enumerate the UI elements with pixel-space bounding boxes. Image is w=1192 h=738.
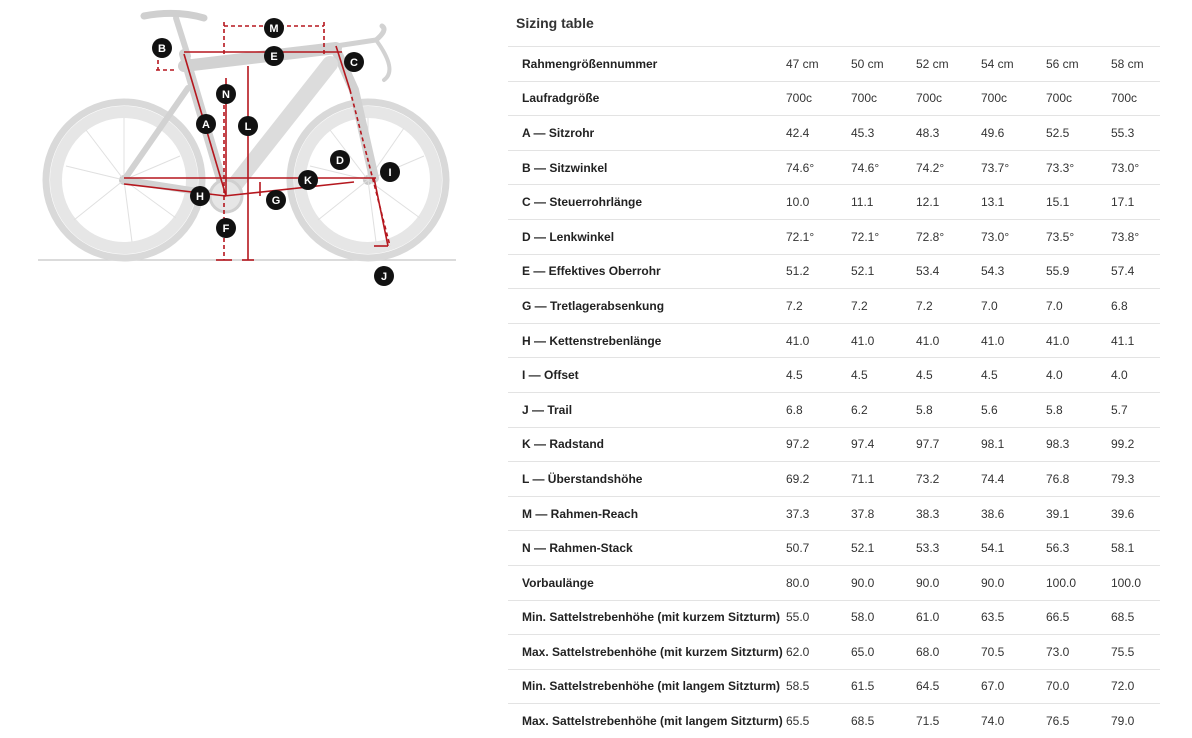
table-cell: 65.5 xyxy=(786,704,851,738)
row-label: Laufradgröße xyxy=(508,81,786,116)
table-cell: 4.5 xyxy=(916,358,981,393)
table-cell: 74.2° xyxy=(916,150,981,185)
table-cell: 90.0 xyxy=(851,565,916,600)
table-cell: 37.8 xyxy=(851,496,916,531)
row-label: Rahmengrößennummer xyxy=(508,47,786,82)
row-label: Min. Sattelstrebenhöhe (mit langem Sitzturm) xyxy=(508,669,786,704)
table-cell: 48.3 xyxy=(916,116,981,151)
table-cell: 15.1 xyxy=(1046,185,1111,220)
badge-j xyxy=(374,266,394,286)
table-cell: 73.0° xyxy=(1111,150,1160,185)
table-cell: 76.8 xyxy=(1046,462,1111,497)
table-row xyxy=(508,219,1160,254)
table-cell: 98.3 xyxy=(1046,427,1111,462)
row-label: G — Tretlagerabsenkung xyxy=(508,289,786,324)
table-cell: 67.0 xyxy=(981,669,1046,704)
row-label: Max. Sattelstrebenhöhe (mit kurzem Sitzturm) xyxy=(508,635,786,670)
row-label: C — Steuerrohrlänge xyxy=(508,185,786,220)
table-cell: 11.1 xyxy=(851,185,916,220)
table-cell: 75.5 xyxy=(1111,635,1160,670)
table-cell: 99.2 xyxy=(1111,427,1160,462)
svg-text:B: B xyxy=(158,43,166,55)
table-cell: 80.0 xyxy=(786,565,851,600)
row-label: Min. Sattelstrebenhöhe (mit kurzem Sitzturm) xyxy=(508,600,786,635)
table-cell: 4.0 xyxy=(1046,358,1111,393)
table-cell: 72.0 xyxy=(1111,669,1160,704)
table-cell: 52.1 xyxy=(851,254,916,289)
table-cell: 4.0 xyxy=(1111,358,1160,393)
table-cell: 4.5 xyxy=(851,358,916,393)
table-cell: 56.3 xyxy=(1046,531,1111,566)
table-cell: 6.2 xyxy=(851,392,916,427)
badge-d xyxy=(330,150,350,170)
badge-k xyxy=(298,170,318,190)
table-row xyxy=(508,635,1160,670)
table-cell: 7.2 xyxy=(851,289,916,324)
badge-a xyxy=(196,114,216,134)
table-cell: 52.5 xyxy=(1046,116,1111,151)
table-cell: 61.0 xyxy=(916,600,981,635)
table-cell: 71.5 xyxy=(916,704,981,738)
table-row xyxy=(508,669,1160,704)
table-cell: 50 cm xyxy=(851,47,916,82)
table-row xyxy=(508,289,1160,324)
table-cell: 58.5 xyxy=(786,669,851,704)
table-cell: 53.4 xyxy=(916,254,981,289)
table-cell: 700c xyxy=(1111,81,1160,116)
table-cell: 72.1° xyxy=(786,219,851,254)
table-cell: 90.0 xyxy=(981,565,1046,600)
table-cell: 700c xyxy=(786,81,851,116)
table-cell: 69.2 xyxy=(786,462,851,497)
sizing-table xyxy=(508,46,1160,738)
table-cell: 74.6° xyxy=(851,150,916,185)
table-cell: 41.0 xyxy=(916,323,981,358)
table-cell: 55.0 xyxy=(786,600,851,635)
table-cell: 41.0 xyxy=(1046,323,1111,358)
table-cell: 74.0 xyxy=(981,704,1046,738)
table-cell: 17.1 xyxy=(1111,185,1160,220)
table-cell: 38.6 xyxy=(981,496,1046,531)
badge-g xyxy=(266,190,286,210)
table-cell: 7.0 xyxy=(1046,289,1111,324)
table-cell: 7.2 xyxy=(916,289,981,324)
table-cell: 73.2 xyxy=(916,462,981,497)
table-row xyxy=(508,392,1160,427)
table-cell: 68.5 xyxy=(1111,600,1160,635)
badge-h xyxy=(190,186,210,206)
table-cell: 700c xyxy=(1046,81,1111,116)
table-cell: 79.3 xyxy=(1111,462,1160,497)
table-cell: 4.5 xyxy=(981,358,1046,393)
table-cell: 73.8° xyxy=(1111,219,1160,254)
table-row xyxy=(508,358,1160,393)
table-cell: 79.0 xyxy=(1111,704,1160,738)
svg-text:N: N xyxy=(222,89,230,101)
table-cell: 52 cm xyxy=(916,47,981,82)
table-cell: 50.7 xyxy=(786,531,851,566)
table-cell: 74.6° xyxy=(786,150,851,185)
table-cell: 700c xyxy=(851,81,916,116)
table-cell: 65.0 xyxy=(851,635,916,670)
svg-text:H: H xyxy=(196,191,204,203)
table-cell: 73.0 xyxy=(1046,635,1111,670)
table-cell: 6.8 xyxy=(786,392,851,427)
badge-c xyxy=(344,52,364,72)
row-label: I — Offset xyxy=(508,358,786,393)
table-cell: 5.7 xyxy=(1111,392,1160,427)
badge-f xyxy=(216,218,236,238)
table-cell: 10.0 xyxy=(786,185,851,220)
svg-text:M: M xyxy=(269,23,278,35)
row-label: M — Rahmen-Reach xyxy=(508,496,786,531)
table-cell: 76.5 xyxy=(1046,704,1111,738)
badge-b xyxy=(152,38,172,58)
table-cell: 13.1 xyxy=(981,185,1046,220)
table-cell: 100.0 xyxy=(1046,565,1111,600)
table-cell: 58.1 xyxy=(1111,531,1160,566)
svg-text:J: J xyxy=(381,271,387,283)
table-cell: 55.3 xyxy=(1111,116,1160,151)
svg-text:D: D xyxy=(336,155,344,167)
row-label: K — Radstand xyxy=(508,427,786,462)
row-label: B — Sitzwinkel xyxy=(508,150,786,185)
badge-i xyxy=(380,162,400,182)
table-row xyxy=(508,47,1160,82)
table-cell: 12.1 xyxy=(916,185,981,220)
row-label: D — Lenkwinkel xyxy=(508,219,786,254)
table-cell: 70.0 xyxy=(1046,669,1111,704)
table-cell: 55.9 xyxy=(1046,254,1111,289)
row-label: Max. Sattelstrebenhöhe (mit langem Sitzturm) xyxy=(508,704,786,738)
sizing-table-body xyxy=(508,47,1160,738)
table-cell: 53.3 xyxy=(916,531,981,566)
table-cell: 66.5 xyxy=(1046,600,1111,635)
table-cell: 51.2 xyxy=(786,254,851,289)
table-cell: 7.0 xyxy=(981,289,1046,324)
table-cell: 71.1 xyxy=(851,462,916,497)
svg-text:K: K xyxy=(304,175,312,187)
table-cell: 100.0 xyxy=(1111,565,1160,600)
table-cell: 68.0 xyxy=(916,635,981,670)
badge-m xyxy=(264,18,284,38)
badge-n xyxy=(216,84,236,104)
table-cell: 7.2 xyxy=(786,289,851,324)
table-row xyxy=(508,704,1160,738)
table-cell: 98.1 xyxy=(981,427,1046,462)
row-label: N — Rahmen-Stack xyxy=(508,531,786,566)
table-cell: 47 cm xyxy=(786,47,851,82)
table-cell: 97.4 xyxy=(851,427,916,462)
section-title: Sizing table xyxy=(516,14,1160,46)
svg-text:A: A xyxy=(202,119,210,131)
table-cell: 90.0 xyxy=(916,565,981,600)
row-label: H — Kettenstrebenlänge xyxy=(508,323,786,358)
svg-text:I: I xyxy=(388,167,391,179)
table-row xyxy=(508,81,1160,116)
table-cell: 58 cm xyxy=(1111,47,1160,82)
table-row xyxy=(508,496,1160,531)
table-row xyxy=(508,323,1160,358)
table-cell: 41.0 xyxy=(851,323,916,358)
row-label: J — Trail xyxy=(508,392,786,427)
svg-text:L: L xyxy=(245,121,252,133)
table-cell: 64.5 xyxy=(916,669,981,704)
table-cell: 700c xyxy=(916,81,981,116)
table-cell: 72.1° xyxy=(851,219,916,254)
table-cell: 45.3 xyxy=(851,116,916,151)
table-cell: 73.0° xyxy=(981,219,1046,254)
badge-e xyxy=(264,46,284,66)
table-cell: 73.3° xyxy=(1046,150,1111,185)
row-label: Vorbaulänge xyxy=(508,565,786,600)
bike-geometry-svg xyxy=(36,6,460,296)
table-cell: 97.2 xyxy=(786,427,851,462)
table-row xyxy=(508,150,1160,185)
table-row xyxy=(508,565,1160,600)
table-cell: 41.1 xyxy=(1111,323,1160,358)
table-cell: 5.8 xyxy=(916,392,981,427)
table-cell: 4.5 xyxy=(786,358,851,393)
row-label: L — Überstandshöhe xyxy=(508,462,786,497)
row-label: E — Effektives Oberrohr xyxy=(508,254,786,289)
table-row xyxy=(508,531,1160,566)
table-row xyxy=(508,254,1160,289)
table-cell: 57.4 xyxy=(1111,254,1160,289)
table-cell: 54 cm xyxy=(981,47,1046,82)
table-cell: 5.8 xyxy=(1046,392,1111,427)
table-cell: 61.5 xyxy=(851,669,916,704)
table-cell: 39.1 xyxy=(1046,496,1111,531)
table-row xyxy=(508,185,1160,220)
table-cell: 58.0 xyxy=(851,600,916,635)
table-cell: 68.5 xyxy=(851,704,916,738)
sizing-table-section xyxy=(508,0,1160,738)
table-cell: 73.5° xyxy=(1046,219,1111,254)
table-cell: 5.6 xyxy=(981,392,1046,427)
badge-l xyxy=(238,116,258,136)
table-cell: 73.7° xyxy=(981,150,1046,185)
bike-geometry-diagram xyxy=(36,6,460,296)
table-cell: 49.6 xyxy=(981,116,1046,151)
table-cell: 42.4 xyxy=(786,116,851,151)
table-row xyxy=(508,427,1160,462)
table-cell: 56 cm xyxy=(1046,47,1111,82)
table-cell: 41.0 xyxy=(786,323,851,358)
svg-text:E: E xyxy=(270,51,277,63)
table-cell: 52.1 xyxy=(851,531,916,566)
table-cell: 72.8° xyxy=(916,219,981,254)
table-cell: 74.4 xyxy=(981,462,1046,497)
svg-text:F: F xyxy=(223,223,230,235)
row-label: A — Sitzrohr xyxy=(508,116,786,151)
table-cell: 37.3 xyxy=(786,496,851,531)
table-row xyxy=(508,116,1160,151)
table-cell: 63.5 xyxy=(981,600,1046,635)
svg-text:G: G xyxy=(272,195,281,207)
table-cell: 39.6 xyxy=(1111,496,1160,531)
table-cell: 70.5 xyxy=(981,635,1046,670)
table-cell: 38.3 xyxy=(916,496,981,531)
table-cell: 97.7 xyxy=(916,427,981,462)
table-cell: 54.1 xyxy=(981,531,1046,566)
svg-text:C: C xyxy=(350,57,358,69)
table-cell: 41.0 xyxy=(981,323,1046,358)
table-row xyxy=(508,462,1160,497)
table-cell: 54.3 xyxy=(981,254,1046,289)
table-cell: 700c xyxy=(981,81,1046,116)
table-row xyxy=(508,600,1160,635)
table-cell: 62.0 xyxy=(786,635,851,670)
table-cell: 6.8 xyxy=(1111,289,1160,324)
